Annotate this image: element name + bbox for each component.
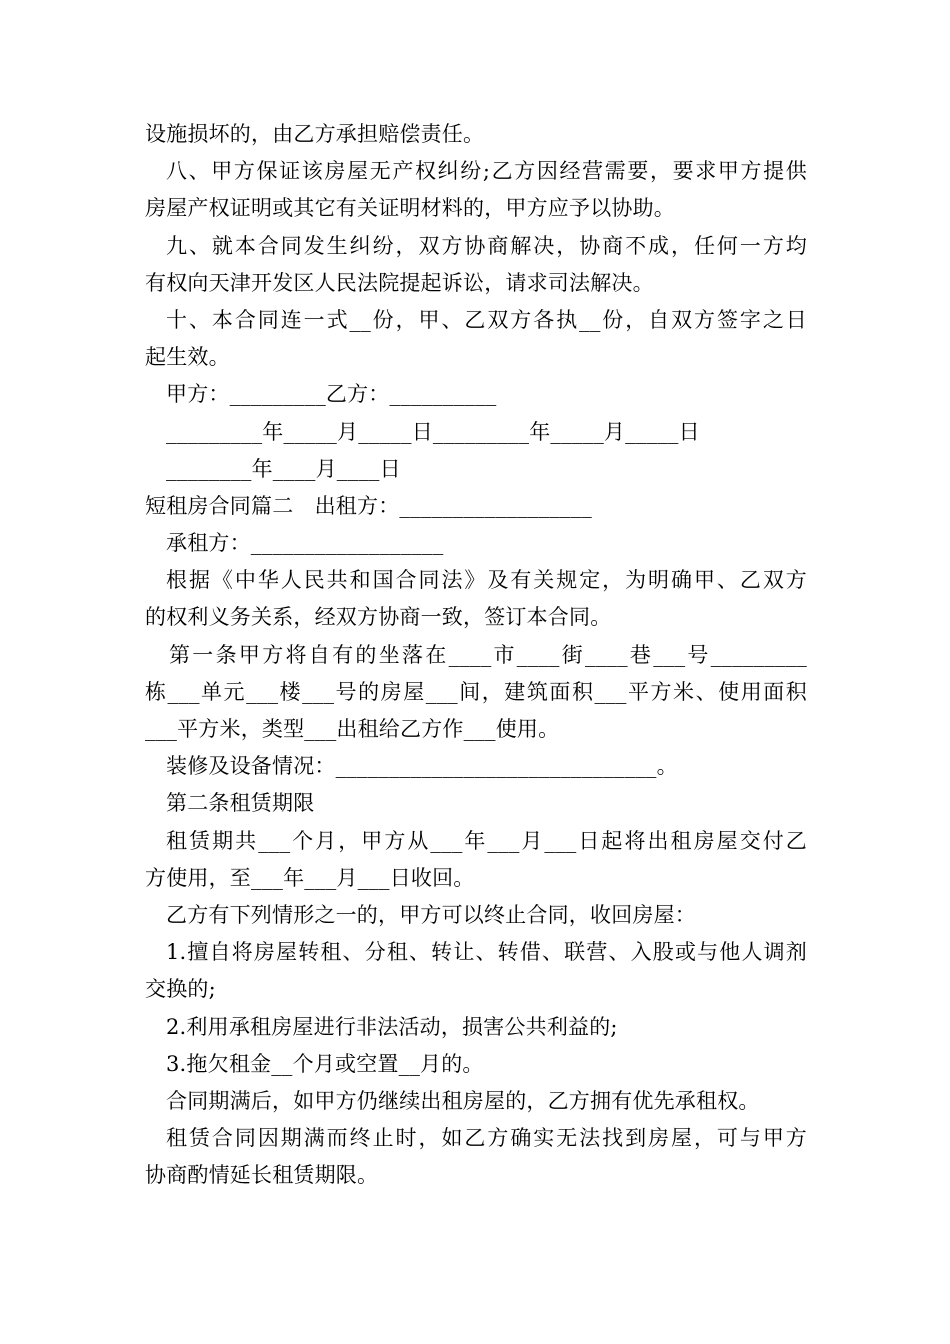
list-item: 2.利用承租房屋进行非法活动，损害公共利益的; bbox=[166, 1014, 618, 1039]
text-line: 根据《中华人民共和国合同法》及有关规定，为明确甲、乙双方 bbox=[166, 568, 807, 593]
text-line: 交换的; bbox=[145, 977, 216, 1002]
text-line: 房屋产权证明或其它有关证明材料的，甲方应予以协助。 bbox=[145, 196, 675, 221]
text-line: 承租方：__________________ bbox=[166, 531, 444, 556]
clause-heading: 第二条租赁期限 bbox=[166, 791, 315, 816]
text-line: 装修及设备情况：______________________________。 bbox=[166, 754, 678, 779]
date-line: ________年____月____日 bbox=[166, 456, 401, 481]
text-line: 第一条甲方将自有的坐落在____市____街____巷___号_________ bbox=[169, 642, 807, 667]
text-line: 方使用，至___年___月___日收回。 bbox=[145, 865, 475, 890]
text-line: 栋___单元___楼___号的房屋___间，建筑面积___平方米、使用面积 bbox=[145, 679, 807, 704]
text-line: 租赁期共___个月，甲方从___年___月___日起将出租房屋交付乙 bbox=[166, 828, 807, 853]
text-line: ___平方米，类型___出租给乙方作___使用。 bbox=[145, 717, 560, 741]
list-item: 3.拖欠租金__个月或空置__月的。 bbox=[166, 1051, 484, 1076]
text-line: 八、甲方保证该房屋无产权纠纷;乙方因经营需要，要求甲方提供 bbox=[166, 159, 807, 184]
text-line: 九、就本合同发生纠纷，双方协商解决，协商不成，任何一方均 bbox=[166, 233, 807, 258]
text-line: 有权向天津开发区人民法院提起诉讼，请求司法解决。 bbox=[145, 270, 654, 295]
text-line: 乙方有下列情形之一的，甲方可以终止合同，收回房屋： bbox=[166, 902, 696, 927]
section-heading: 短租房合同篇二 出租方：__________________ bbox=[145, 493, 592, 518]
document-body bbox=[145, 116, 807, 1194]
text-line: 的权利义务关系，经双方协商一致，签订本合同。 bbox=[145, 605, 612, 630]
date-line: _________年_____月_____日_________年_____月_____日 bbox=[166, 419, 700, 444]
list-item: 1.擅自将房屋转租、分租、转让、转借、联营、入股或与他人调剂 bbox=[166, 940, 807, 965]
text-line: 合同期满后，如甲方仍继续出租房屋的，乙方拥有优先承租权。 bbox=[166, 1088, 760, 1113]
text-line: 十、本合同连一式__份，甲、乙双方各执__份，自双方签字之日 bbox=[166, 307, 807, 332]
text-line: 起生效。 bbox=[145, 345, 230, 370]
text-line: 设施损坏的，由乙方承担赔偿责任。 bbox=[145, 122, 485, 146]
text-line: 租赁合同因期满而终止时，如乙方确实无法找到房屋，可与甲方 bbox=[166, 1126, 807, 1151]
text-line: 协商酌情延长租赁期限。 bbox=[145, 1163, 379, 1188]
signature-line: 甲方：_________乙方：__________ bbox=[166, 382, 497, 407]
